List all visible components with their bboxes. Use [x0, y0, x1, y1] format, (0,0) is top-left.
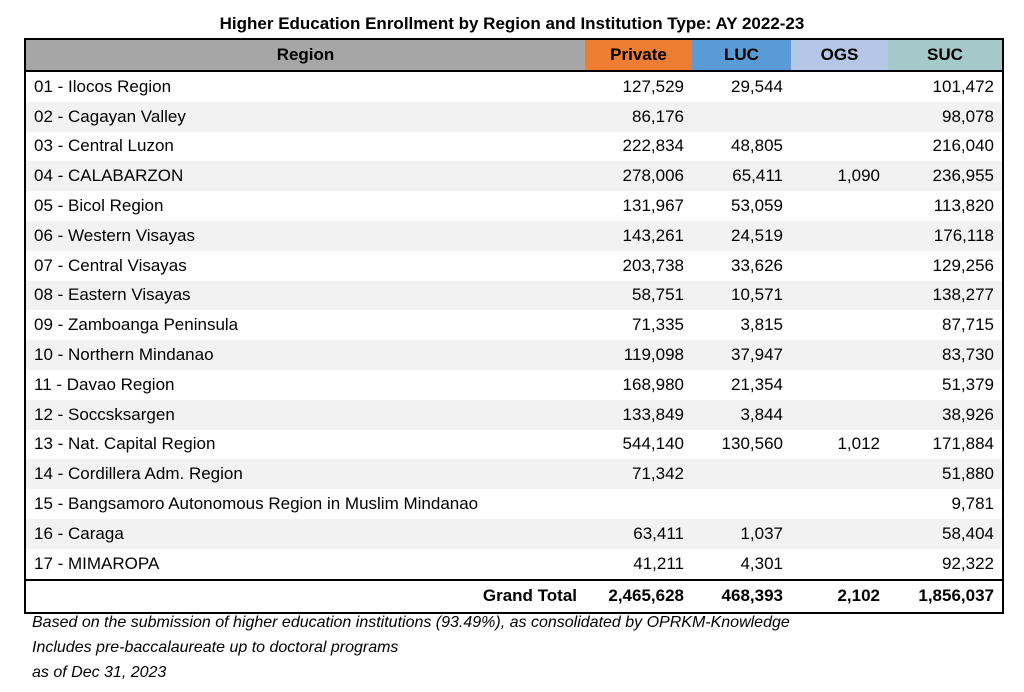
column-header-suc: SUC: [888, 39, 1003, 71]
value-cell-private: 544,140: [622, 434, 684, 454]
table-row: [25, 191, 1003, 221]
region-cell: 04 - CALABARZON: [25, 161, 585, 191]
value-cell-luc: 48,805: [731, 136, 783, 156]
table-row: [25, 430, 1003, 460]
region-cell: 15 - Bangsamoro Autonomous Region in Muslim Mindanao: [34, 494, 479, 514]
value-cell-suc: 216,040: [932, 136, 994, 156]
total-cell-suc: 1,856,037: [888, 580, 1003, 613]
value-cell-luc: 3,815: [740, 315, 783, 335]
value-cell-suc: 101,472: [932, 76, 994, 96]
value-cell-private: 86,176: [585, 102, 692, 132]
table-row: [25, 549, 1003, 580]
value-cell-private: 222,834: [622, 136, 684, 156]
total-cell-private: 2,465,628: [585, 580, 692, 613]
value-cell-ogs: [791, 310, 888, 340]
table-row: [25, 459, 1003, 489]
region-cell: 08 - Eastern Visayas: [25, 281, 585, 311]
value-cell-ogs: [791, 489, 888, 519]
value-cell-suc: 51,379: [942, 374, 994, 394]
table-row: [25, 489, 1003, 519]
value-cell-private: 203,738: [622, 255, 684, 275]
table-title: Higher Education Enrollment by Region and Institution Type: AY 2022-23: [219, 14, 805, 33]
value-cell-private: 127,529: [622, 76, 684, 96]
table-row: [25, 221, 1003, 251]
value-cell-luc: 4,301: [740, 553, 783, 573]
value-cell-luc: 65,411: [692, 161, 791, 191]
region-cell: 13 - Nat. Capital Region: [34, 434, 216, 454]
table-row: [25, 132, 1003, 162]
value-cell-suc: 236,955: [888, 161, 1003, 191]
value-cell-ogs: [791, 370, 888, 400]
value-cell-ogs: [791, 400, 888, 430]
value-cell-luc: 1,037: [692, 519, 791, 549]
value-cell-private: 58,751: [585, 281, 692, 311]
value-cell-suc: 176,118: [888, 221, 1003, 251]
table-row: [25, 310, 1003, 340]
value-cell-ogs: [791, 102, 888, 132]
value-cell-suc: 113,820: [933, 196, 994, 216]
value-cell-private: 71,335: [632, 315, 684, 335]
table-row: [25, 161, 1003, 191]
region-cell: 16 - Caraga: [25, 519, 585, 549]
total-cell-luc: 468,393: [692, 580, 791, 613]
value-cell-private: 131,967: [622, 196, 684, 216]
total-cell-ogs: 2,102: [791, 580, 888, 613]
value-cell-suc: 98,078: [888, 102, 1003, 132]
table-row: [25, 281, 1003, 311]
value-cell-suc: 51,880: [888, 459, 1003, 489]
region-cell: 06 - Western Visayas: [25, 221, 585, 251]
value-cell-private: 63,411: [585, 519, 692, 549]
value-cell-ogs: [791, 221, 888, 251]
value-cell-luc: [692, 459, 791, 489]
table-row: [25, 71, 1003, 102]
region-cell: 12 - Soccsksargen: [25, 400, 585, 430]
value-cell-luc: 21,354: [731, 374, 783, 394]
value-cell-private: 168,980: [622, 374, 684, 394]
value-cell-suc: 171,884: [932, 434, 994, 454]
table-row: [25, 400, 1003, 430]
footnote-line: Includes pre-baccalaureate up to doctoral programs: [32, 639, 399, 656]
region-cell: 14 - Cordillera Adm. Region: [25, 459, 585, 489]
column-header-luc: LUC: [692, 39, 791, 71]
value-cell-luc: 130,560: [721, 434, 783, 454]
value-cell-suc: 87,715: [942, 315, 994, 335]
value-cell-ogs: [791, 71, 888, 102]
value-cell-luc: 37,947: [692, 340, 791, 370]
column-header-private: Private: [585, 39, 692, 71]
table-row: [25, 340, 1003, 370]
region-cell: 10 - Northern Mindanao: [25, 340, 585, 370]
footnotes: [32, 610, 790, 685]
value-cell-suc: 138,277: [888, 281, 1003, 311]
value-cell-ogs: [791, 340, 888, 370]
value-cell-suc: 129,256: [932, 255, 994, 275]
value-cell-luc: 3,844: [692, 400, 791, 430]
region-cell: 03 - Central Luzon: [34, 136, 174, 156]
column-header-ogs: OGS: [791, 39, 888, 71]
value-cell-ogs: [791, 519, 888, 549]
region-cell: 11 - Davao Region: [34, 374, 175, 394]
value-cell-private: 133,849: [585, 400, 692, 430]
value-cell-ogs: 1,090: [791, 161, 888, 191]
value-cell-suc: 58,404: [888, 519, 1003, 549]
value-cell-private: 41,211: [633, 553, 684, 573]
value-cell-luc: 53,059: [731, 196, 783, 216]
footnote-line: as of Dec 31, 2023: [32, 664, 167, 681]
value-cell-private: [585, 489, 692, 519]
value-cell-luc: 10,571: [692, 281, 791, 311]
region-cell: 17 - MIMAROPA: [34, 553, 160, 573]
value-cell-ogs: [791, 251, 888, 281]
value-cell-private: 119,098: [585, 340, 692, 370]
region-cell: 05 - Bicol Region: [34, 196, 164, 216]
value-cell-luc: [692, 489, 791, 519]
region-cell: 07 - Central Visayas: [34, 255, 187, 275]
value-cell-ogs: [791, 549, 888, 580]
table-row: [25, 102, 1003, 132]
table-row: [25, 370, 1003, 400]
value-cell-ogs: 1,012: [837, 434, 880, 454]
value-cell-luc: 29,544: [731, 76, 783, 96]
table-row: [25, 519, 1003, 549]
value-cell-luc: 24,519: [692, 221, 791, 251]
value-cell-private: 71,342: [585, 459, 692, 489]
column-header-region: Region: [25, 39, 585, 71]
value-cell-suc: 9,781: [951, 494, 994, 514]
value-cell-luc: [692, 102, 791, 132]
value-cell-suc: 83,730: [888, 340, 1003, 370]
grand-total-row: [25, 580, 1003, 613]
value-cell-suc: 38,926: [888, 400, 1003, 430]
table-row: [25, 251, 1003, 281]
value-cell-private: 143,261: [585, 221, 692, 251]
region-cell: 02 - Cagayan Valley: [25, 102, 585, 132]
value-cell-ogs: [791, 132, 888, 162]
header-row: [25, 39, 1003, 71]
value-cell-ogs: [791, 281, 888, 311]
value-cell-ogs: [791, 459, 888, 489]
region-cell: 09 - Zamboanga Peninsula: [34, 315, 239, 335]
value-cell-suc: 92,322: [942, 553, 994, 573]
value-cell-private: 278,006: [585, 161, 692, 191]
footnote-line: Based on the submission of higher education institutions (93.49%), as consolidated by OPRKM-Knowledge: [32, 614, 790, 631]
grand-total-label: Grand Total: [25, 580, 585, 613]
enrollment-table: [24, 38, 1004, 614]
value-cell-luc: 33,626: [731, 255, 783, 275]
value-cell-ogs: [791, 191, 888, 221]
region-cell: 01 - Ilocos Region: [34, 76, 172, 96]
